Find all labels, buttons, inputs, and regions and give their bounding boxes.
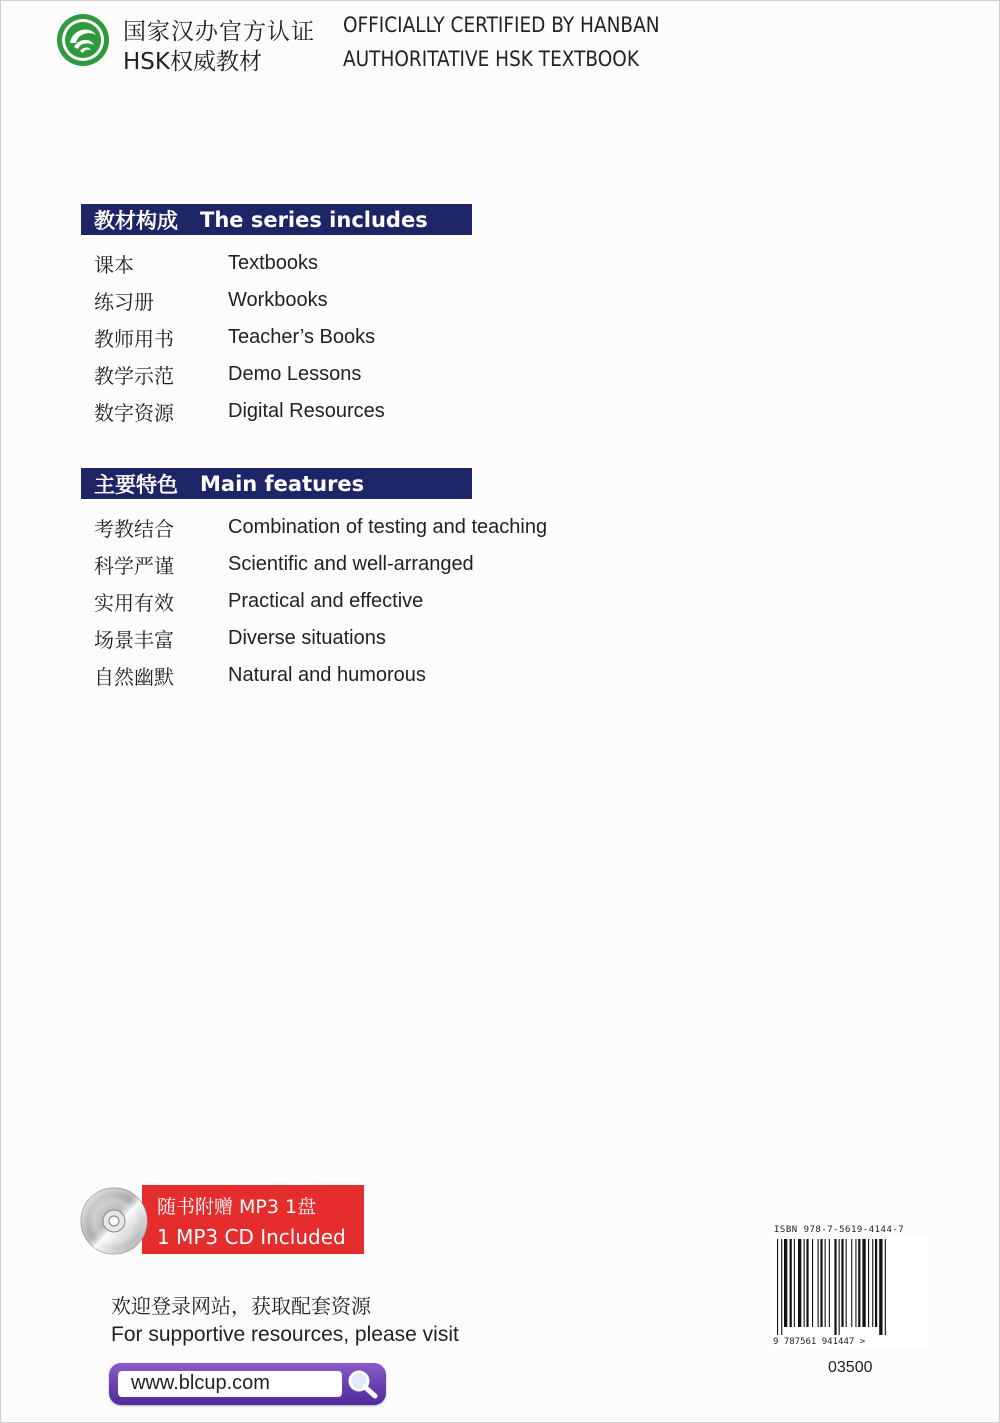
item-en: Demo Lessons [228,363,362,385]
item-zh: 场景丰富 [94,628,174,652]
barcode-bar [885,1239,886,1335]
item-zh: 教学示范 [94,364,174,388]
item-zh: 课本 [94,253,134,277]
isbn-text: ISBN 978-7-5619-4144-7 [774,1225,905,1235]
website-url: www.blcup.com [131,1372,270,1394]
item-en: Scientific and well-arranged [228,553,474,575]
item-zh: 教师用书 [94,327,174,351]
item-zh: 自然幽默 [94,665,174,689]
item-zh: 练习册 [94,290,154,314]
cd-banner [142,1185,364,1254]
barcode-bar [818,1239,819,1327]
item-en: Digital Resources [228,400,385,422]
certification-zh-line2: HSK权威教材 [123,49,262,75]
magnifier-icon [342,1367,382,1401]
list-item [94,319,385,356]
item-en: Teacher’s Books [228,326,376,348]
series-heading-zh: 教材构成 [94,208,178,233]
list-item [94,657,547,694]
barcode-bar [784,1239,787,1327]
item-en: Natural and humorous [228,664,426,686]
hanban-logo-icon [56,13,110,67]
list-item [94,356,385,393]
cd-disc-icon [79,1186,149,1256]
item-zh: 考教结合 [94,517,174,541]
barcode-bar [862,1239,865,1327]
features-heading [81,468,472,499]
barcode-bar [841,1239,843,1327]
isbn-barcode [771,1237,929,1347]
cd-banner-en: 1 MP3 CD Included [157,1225,346,1249]
list-item [94,620,547,657]
barcode-bar [868,1239,869,1327]
cd-banner-zh: 随书附赠 MP3 1盘 [157,1196,317,1218]
visit-text-en: For supportive resources, please visit [111,1323,459,1346]
item-en: Combination of testing and teaching [228,516,548,538]
barcode-bar [825,1239,826,1327]
item-zh: 数字资源 [94,401,174,425]
certification-en-line1: OFFICIALLY CERTIFIED BY HANBAN [343,13,660,37]
list-item [94,282,385,319]
barcode-bar [839,1239,840,1335]
visit-text-zh: 欢迎登录网站，获取配套资源 [111,1294,371,1318]
list-item [94,583,547,620]
item-en: Practical and effective [228,590,424,612]
features-list [94,509,547,694]
series-heading [81,204,472,235]
barcode-bar [790,1239,792,1327]
features-heading-en: Main features [200,471,365,496]
barcode-bar [812,1239,813,1327]
item-zh: 科学严谨 [94,554,174,578]
barcode-bar [855,1239,856,1327]
series-list [94,245,385,430]
list-item [94,509,547,546]
barcode-bar [875,1239,877,1327]
barcode-bar [846,1239,847,1327]
barcode-bar [804,1239,805,1327]
barcode-bar [794,1239,795,1327]
barcode-bar [777,1239,778,1335]
barcode-bar [781,1239,782,1335]
certification-en-line2: AUTHORITATIVE HSK TEXTBOOK [343,47,639,71]
item-en: Workbooks [228,289,328,311]
item-zh: 实用有效 [94,591,174,615]
barcode-bar [858,1239,860,1327]
barcode-bar [851,1239,852,1327]
list-item [94,393,385,430]
barcode-bar [829,1239,830,1327]
list-item [94,546,547,583]
barcode-bar [872,1239,873,1327]
barcode-bar [820,1239,822,1327]
features-heading-zh: 主要特色 [94,472,178,497]
series-heading-en: The series includes [200,207,428,232]
list-item [94,245,385,282]
barcode-bar [879,1239,882,1335]
item-en: Textbooks [228,252,319,274]
barcode-bar [806,1239,808,1327]
item-en: Diverse situations [228,627,386,649]
certification-zh-line1: 国家汉办官方认证 [123,19,315,45]
website-searchbox [109,1363,386,1405]
barcode-bar [834,1239,836,1335]
barcode-digits: 9 787561 941447 > [773,1337,866,1347]
price-code: 03500 [828,1359,873,1376]
barcode-bar [798,1239,801,1327]
